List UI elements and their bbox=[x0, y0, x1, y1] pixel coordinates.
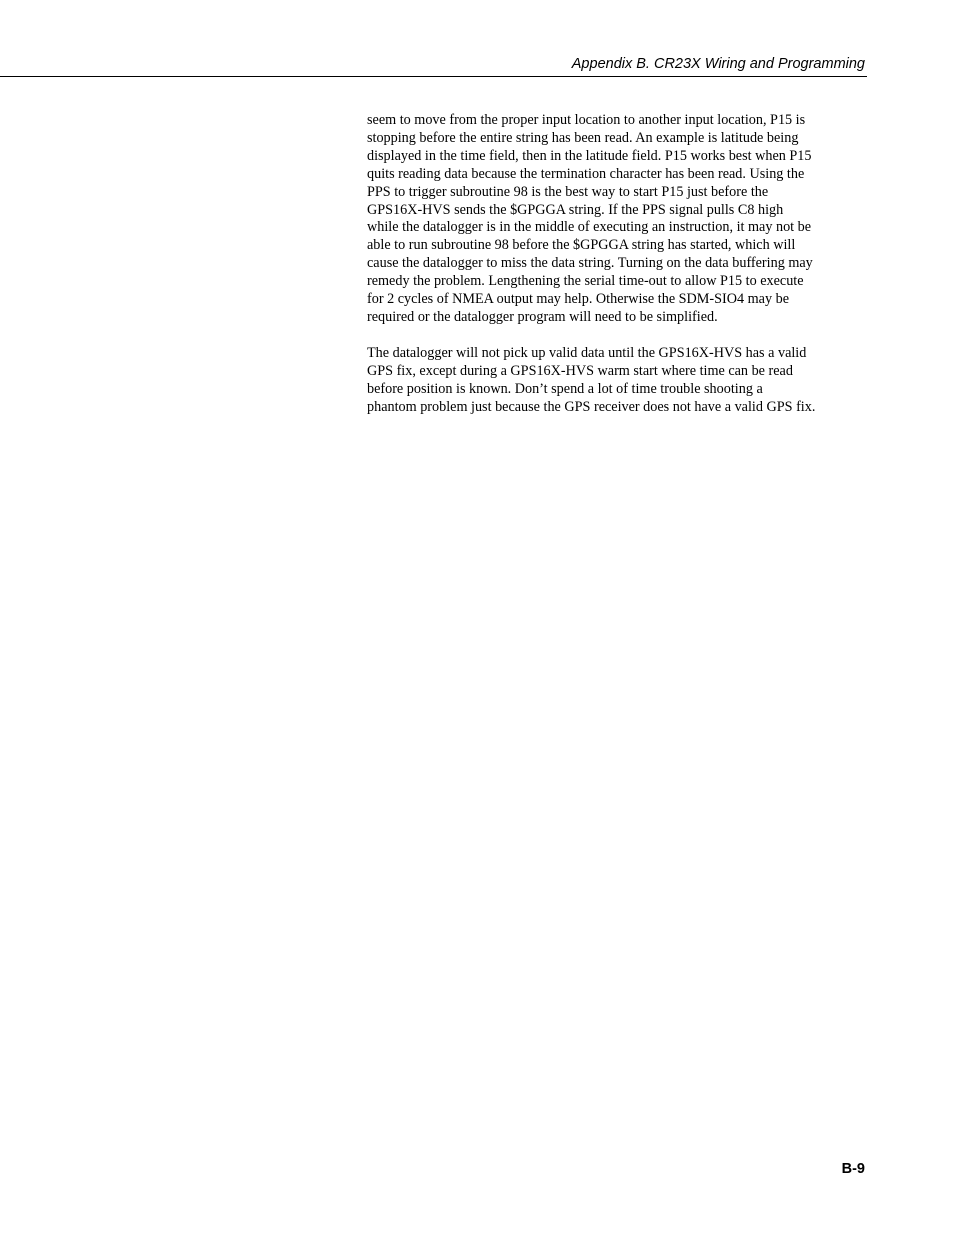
text-line: displayed in the time field, then in the latitude field. P15 works best when P15 bbox=[367, 147, 812, 164]
running-header: Appendix B. CR23X Wiring and Programming bbox=[571, 56, 865, 72]
text-line: before position is known. Don’t spend a lot of time trouble shooting a bbox=[367, 380, 763, 397]
text-line: quits reading data because the termination character has been read. Using the bbox=[367, 165, 805, 182]
text-line: seem to move from the proper input location to another input location, P15 is bbox=[367, 112, 806, 128]
text-line: GPS16X-HVS sends the $GPGGA string. If the PPS signal pulls C8 high bbox=[367, 201, 784, 218]
paragraph-1 bbox=[367, 112, 867, 327]
text-line: GPS fix, except during a GPS16X-HVS warm start where time can be read bbox=[367, 362, 793, 379]
paragraph-2 bbox=[367, 345, 867, 417]
page-number: B-9 bbox=[841, 1161, 865, 1177]
text-line: remedy the problem. Lengthening the serial time-out to allow P15 to execute bbox=[367, 273, 804, 290]
text-line: for 2 cycles of NMEA output may help. Otherwise the SDM-SIO4 may be bbox=[367, 291, 790, 308]
text-line: stopping before the entire string has been read. An example is latitude being bbox=[367, 129, 799, 146]
text-line: able to run subroutine 98 before the $GPGGA string has started, which will bbox=[367, 237, 796, 254]
text-line: required or the datalogger program will need to be simplified. bbox=[367, 308, 718, 325]
header-rule bbox=[0, 76, 867, 77]
text-line: cause the datalogger to miss the data string. Turning on the data buffering may bbox=[367, 255, 813, 272]
text-line: while the datalogger is in the middle of executing an instruction, it may not be bbox=[367, 219, 812, 236]
text-line: PPS to trigger subroutine 98 is the best way to start P15 just before the bbox=[367, 183, 769, 200]
text-line: The datalogger will not pick up valid data until the GPS16X-HVS has a valid bbox=[367, 344, 807, 361]
body-text bbox=[367, 112, 867, 435]
text-line: phantom problem just because the GPS receiver does not have a valid GPS fix. bbox=[367, 398, 816, 415]
